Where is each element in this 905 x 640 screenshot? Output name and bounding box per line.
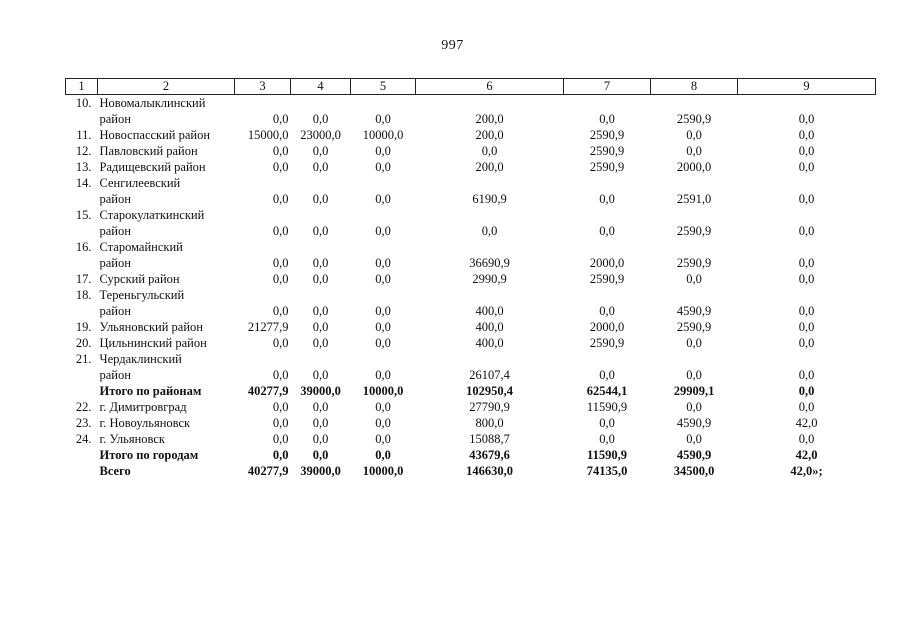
table-row bbox=[66, 463, 876, 479]
value-cell-col8 bbox=[651, 351, 738, 367]
district-name: г. Новоульяновск bbox=[99, 416, 191, 430]
value-cell-col5 bbox=[351, 175, 416, 191]
value-cell-col3: 0,0 bbox=[272, 432, 289, 446]
value-cell-col6: 0,0 bbox=[481, 144, 498, 158]
value-cell-col9: 0,0 bbox=[798, 272, 815, 286]
value-cell-col6: 400,0 bbox=[475, 320, 504, 334]
value-cell-col9 bbox=[738, 239, 876, 255]
row-number bbox=[66, 383, 98, 399]
table-row bbox=[66, 399, 876, 415]
value-cell-col8: 34500,0 bbox=[673, 464, 715, 478]
value-cell-col4: 0,0 bbox=[312, 432, 329, 446]
value-cell-col5: 0,0 bbox=[375, 224, 391, 238]
value-cell-col6: 400,0 bbox=[475, 336, 504, 350]
value-cell-col8: 0,0 bbox=[686, 144, 702, 158]
value-cell-col4: 0,0 bbox=[312, 448, 329, 462]
value-cell-col4 bbox=[291, 95, 351, 112]
value-cell-col6 bbox=[416, 351, 564, 367]
value-cell-col9: 0,0 bbox=[798, 368, 815, 382]
value-cell-col5: 0,0 bbox=[375, 368, 391, 382]
value-cell-col3: 21277,9 bbox=[247, 320, 289, 334]
value-cell-col4: 0,0 bbox=[312, 304, 329, 318]
value-cell-col8: 2590,9 bbox=[676, 224, 712, 238]
district-name: Новоспасский район bbox=[99, 128, 211, 142]
row-number: 23. bbox=[75, 416, 92, 430]
value-cell-col7: 2000,0 bbox=[589, 256, 625, 270]
value-cell-col9: 0,0 bbox=[798, 112, 815, 126]
value-cell-col9: 42,0 bbox=[795, 448, 818, 462]
district-name: Радищевский район bbox=[99, 160, 206, 174]
district-name: Новомалыклинский bbox=[99, 96, 206, 110]
value-cell-col4 bbox=[291, 287, 351, 303]
budget-table bbox=[65, 78, 876, 479]
value-cell-col8: 4590,9 bbox=[676, 448, 712, 462]
table-row bbox=[66, 255, 876, 271]
district-name: Итого по районам bbox=[99, 384, 202, 398]
value-cell-col5: 0,0 bbox=[375, 160, 391, 174]
value-cell-col7: 2590,9 bbox=[589, 336, 625, 350]
value-cell-col9 bbox=[738, 95, 876, 112]
value-cell-col9: 0,0 bbox=[798, 304, 815, 318]
value-cell-col7: 2590,9 bbox=[589, 160, 625, 174]
value-cell-col6: 400,0 bbox=[475, 304, 504, 318]
value-cell-col7: 2590,9 bbox=[589, 144, 625, 158]
value-cell-col7: 0,0 bbox=[599, 192, 615, 206]
value-cell-col6 bbox=[416, 175, 564, 191]
row-number: 16. bbox=[75, 240, 92, 254]
table-body bbox=[66, 95, 876, 480]
value-cell-col3: 0,0 bbox=[272, 416, 289, 430]
table-row bbox=[66, 159, 876, 175]
value-cell-col4: 0,0 bbox=[312, 400, 329, 414]
row-number bbox=[66, 367, 98, 383]
value-cell-col7: 11590,9 bbox=[586, 400, 628, 414]
value-cell-col7: 11590,9 bbox=[587, 448, 627, 462]
value-cell-col8: 29909,1 bbox=[673, 384, 715, 398]
value-cell-col8: 0,0 bbox=[686, 368, 702, 382]
table-row bbox=[66, 415, 876, 431]
value-cell-col6: 0,0 bbox=[481, 224, 498, 238]
column-header: 1 bbox=[66, 79, 98, 95]
district-name: Итого по городам bbox=[99, 448, 199, 462]
district-name: район bbox=[99, 368, 131, 382]
value-cell-col9: 0,0 bbox=[798, 400, 815, 414]
value-cell-col6: 26107,4 bbox=[469, 368, 510, 382]
value-cell-col9: 42,0»; bbox=[790, 464, 823, 478]
value-cell-col7 bbox=[564, 95, 651, 112]
value-cell-col6 bbox=[416, 207, 564, 223]
table-header-row bbox=[66, 79, 876, 95]
district-name: Всего bbox=[99, 464, 131, 478]
value-cell-col3 bbox=[235, 175, 291, 191]
value-cell-col4: 0,0 bbox=[312, 112, 329, 126]
value-cell-col8: 2590,9 bbox=[676, 320, 712, 334]
value-cell-col4: 0,0 bbox=[312, 192, 329, 206]
value-cell-col5: 0,0 bbox=[375, 400, 391, 414]
row-number bbox=[66, 255, 98, 271]
value-cell-col9: 0,0 bbox=[798, 160, 815, 174]
value-cell-col7: 2590,9 bbox=[589, 128, 625, 142]
row-number: 19. bbox=[75, 320, 92, 334]
row-number bbox=[66, 111, 98, 127]
table-row bbox=[66, 319, 876, 335]
value-cell-col5: 10000,0 bbox=[362, 464, 404, 478]
value-cell-col5: 10000,0 bbox=[362, 128, 404, 142]
value-cell-col6: 800,0 bbox=[475, 416, 504, 430]
district-name: Павловский район bbox=[99, 144, 198, 158]
value-cell-col8: 4590,9 bbox=[676, 416, 712, 430]
value-cell-col6: 200,0 bbox=[475, 112, 504, 126]
value-cell-col3: 0,0 bbox=[272, 192, 289, 206]
table-row bbox=[66, 271, 876, 287]
value-cell-col6 bbox=[416, 239, 564, 255]
page-number: 997 bbox=[441, 38, 464, 53]
table-row bbox=[66, 383, 876, 399]
value-cell-col7 bbox=[564, 175, 651, 191]
district-name: г. Ульяновск bbox=[99, 432, 165, 446]
table-row bbox=[66, 111, 876, 127]
row-number bbox=[66, 463, 98, 479]
value-cell-col9: 0,0 bbox=[798, 384, 815, 398]
table-row bbox=[66, 223, 876, 239]
value-cell-col8: 0,0 bbox=[686, 336, 702, 350]
value-cell-col7: 62544,1 bbox=[586, 384, 628, 398]
value-cell-col8 bbox=[651, 175, 738, 191]
table-row bbox=[66, 447, 876, 463]
value-cell-col8: 0,0 bbox=[686, 432, 702, 446]
value-cell-col9 bbox=[738, 207, 876, 223]
column-header: 6 bbox=[416, 79, 564, 95]
value-cell-col9 bbox=[738, 287, 876, 303]
value-cell-col7: 74135,0 bbox=[586, 464, 628, 478]
value-cell-col9: 42,0 bbox=[795, 416, 818, 430]
value-cell-col8: 2591,0 bbox=[676, 192, 712, 206]
value-cell-col7: 2000,0 bbox=[589, 320, 625, 334]
value-cell-col3 bbox=[235, 239, 291, 255]
value-cell-col4: 39000,0 bbox=[300, 384, 341, 398]
value-cell-col3: 0,0 bbox=[272, 256, 289, 270]
table-row bbox=[66, 303, 876, 319]
column-header: 8 bbox=[651, 79, 738, 95]
value-cell-col8 bbox=[651, 287, 738, 303]
district-name: район bbox=[99, 224, 131, 238]
value-cell-col5: 0,0 bbox=[375, 144, 391, 158]
value-cell-col5 bbox=[351, 287, 416, 303]
value-cell-col3: 40277,9 bbox=[247, 384, 289, 398]
row-number: 13. bbox=[75, 160, 92, 174]
value-cell-col8: 2590,9 bbox=[676, 112, 712, 126]
value-cell-col7 bbox=[564, 287, 651, 303]
row-number: 14. bbox=[75, 176, 92, 190]
row-number bbox=[66, 223, 98, 239]
value-cell-col4 bbox=[291, 175, 351, 191]
value-cell-col7: 0,0 bbox=[599, 432, 615, 446]
row-number: 11. bbox=[76, 128, 92, 142]
row-number: 21. bbox=[75, 352, 92, 366]
row-number: 12. bbox=[75, 144, 92, 158]
value-cell-col8: 0,0 bbox=[686, 272, 702, 286]
district-name: район bbox=[99, 256, 131, 270]
row-number: 15. bbox=[75, 208, 92, 222]
value-cell-col5: 0,0 bbox=[375, 336, 391, 350]
value-cell-col7 bbox=[564, 207, 651, 223]
value-cell-col8 bbox=[651, 207, 738, 223]
value-cell-col7: 2590,9 bbox=[589, 272, 625, 286]
value-cell-col9: 0,0 bbox=[798, 128, 815, 142]
table-row bbox=[66, 367, 876, 383]
district-name: Тереньгульский bbox=[99, 288, 185, 302]
district-name: Сурский район bbox=[99, 272, 180, 286]
table-row bbox=[66, 335, 876, 351]
value-cell-col4 bbox=[291, 239, 351, 255]
value-cell-col8: 4590,9 bbox=[676, 304, 712, 318]
value-cell-col5 bbox=[351, 239, 416, 255]
value-cell-col3: 15000,0 bbox=[247, 128, 289, 142]
value-cell-col5: 0,0 bbox=[375, 256, 391, 270]
column-header: 3 bbox=[235, 79, 291, 95]
value-cell-col3: 0,0 bbox=[272, 144, 289, 158]
value-cell-col4: 0,0 bbox=[312, 336, 329, 350]
column-header: 4 bbox=[291, 79, 351, 95]
table-row bbox=[66, 127, 876, 143]
value-cell-col9: 0,0 bbox=[798, 320, 815, 334]
value-cell-col9: 0,0 bbox=[798, 224, 815, 238]
value-cell-col5: 0,0 bbox=[375, 416, 391, 430]
column-header: 2 bbox=[98, 79, 235, 95]
table-row bbox=[66, 191, 876, 207]
row-number bbox=[66, 303, 98, 319]
table-row bbox=[66, 207, 876, 223]
district-name: Чердаклинский bbox=[99, 352, 182, 366]
row-number: 17. bbox=[75, 272, 92, 286]
value-cell-col3: 0,0 bbox=[272, 112, 289, 126]
value-cell-col7: 0,0 bbox=[599, 224, 615, 238]
row-number: 18. bbox=[75, 288, 92, 302]
value-cell-col3 bbox=[235, 351, 291, 367]
value-cell-col3: 0,0 bbox=[272, 400, 289, 414]
district-name: Сенгилеевский bbox=[99, 176, 181, 190]
value-cell-col4 bbox=[291, 207, 351, 223]
table-row bbox=[66, 175, 876, 191]
district-name: район bbox=[99, 112, 131, 126]
value-cell-col3: 0,0 bbox=[272, 336, 289, 350]
value-cell-col6: 43679,6 bbox=[469, 448, 510, 462]
value-cell-col3 bbox=[235, 95, 291, 112]
value-cell-col8: 2000,0 bbox=[676, 160, 712, 174]
row-number: 10. bbox=[75, 96, 92, 110]
value-cell-col7: 0,0 bbox=[599, 368, 615, 382]
value-cell-col6: 200,0 bbox=[475, 128, 504, 142]
column-header: 7 bbox=[564, 79, 651, 95]
value-cell-col5: 0,0 bbox=[375, 192, 391, 206]
value-cell-col3: 0,0 bbox=[272, 224, 289, 238]
table-row bbox=[66, 431, 876, 447]
value-cell-col3: 0,0 bbox=[272, 304, 289, 318]
value-cell-col5: 0,0 bbox=[375, 112, 391, 126]
district-name: Старокулаткинский bbox=[99, 208, 205, 222]
value-cell-col5 bbox=[351, 351, 416, 367]
column-header: 5 bbox=[351, 79, 416, 95]
value-cell-col9: 0,0 bbox=[798, 144, 815, 158]
value-cell-col9 bbox=[738, 175, 876, 191]
value-cell-col5 bbox=[351, 207, 416, 223]
value-cell-col9: 0,0 bbox=[798, 336, 815, 350]
value-cell-col5: 0,0 bbox=[375, 304, 391, 318]
value-cell-col4: 0,0 bbox=[312, 144, 329, 158]
value-cell-col6: 2990,9 bbox=[472, 272, 507, 286]
value-cell-col6: 6190,9 bbox=[472, 192, 507, 206]
value-cell-col5: 10000,0 bbox=[362, 384, 404, 398]
value-cell-col7: 0,0 bbox=[599, 304, 615, 318]
value-cell-col6: 146630,0 bbox=[466, 464, 513, 478]
value-cell-col4: 0,0 bbox=[312, 368, 329, 382]
value-cell-col5 bbox=[351, 95, 416, 112]
district-name: район bbox=[99, 192, 131, 206]
value-cell-col3 bbox=[235, 287, 291, 303]
value-cell-col8 bbox=[651, 239, 738, 255]
table-row bbox=[66, 95, 876, 112]
value-cell-col9 bbox=[738, 351, 876, 367]
value-cell-col3: 0,0 bbox=[272, 448, 289, 462]
value-cell-col9: 0,0 bbox=[798, 192, 815, 206]
value-cell-col7 bbox=[564, 239, 651, 255]
value-cell-col6: 36690,9 bbox=[469, 256, 510, 270]
table-row bbox=[66, 351, 876, 367]
value-cell-col3: 0,0 bbox=[272, 160, 289, 174]
value-cell-col3: 0,0 bbox=[272, 272, 289, 286]
value-cell-col4: 23000,0 bbox=[300, 128, 341, 142]
value-cell-col8: 0,0 bbox=[686, 400, 702, 414]
value-cell-col3: 0,0 bbox=[272, 368, 289, 382]
row-number bbox=[66, 191, 98, 207]
value-cell-col4: 0,0 bbox=[312, 256, 329, 270]
value-cell-col4: 0,0 bbox=[312, 320, 329, 334]
value-cell-col7: 0,0 bbox=[599, 112, 615, 126]
value-cell-col4 bbox=[291, 351, 351, 367]
district-name: Цильнинский район bbox=[99, 336, 207, 350]
value-cell-col3: 40277,9 bbox=[247, 464, 289, 478]
district-name: г. Димитровград bbox=[99, 400, 187, 414]
table-row bbox=[66, 143, 876, 159]
district-name: район bbox=[99, 304, 131, 318]
value-cell-col4: 0,0 bbox=[312, 160, 329, 174]
value-cell-col7: 0,0 bbox=[599, 416, 615, 430]
table-row bbox=[66, 287, 876, 303]
value-cell-col7 bbox=[564, 351, 651, 367]
district-name: Старомайнский bbox=[99, 240, 183, 254]
value-cell-col4: 0,0 bbox=[312, 416, 329, 430]
value-cell-col9: 0,0 bbox=[798, 256, 815, 270]
value-cell-col5: 0,0 bbox=[375, 432, 391, 446]
district-name: Ульяновский район bbox=[99, 320, 203, 334]
value-cell-col8: 0,0 bbox=[686, 128, 702, 142]
value-cell-col8 bbox=[651, 95, 738, 112]
value-cell-col5: 0,0 bbox=[375, 448, 391, 462]
row-number: 22. bbox=[75, 400, 92, 414]
row-number: 24. bbox=[75, 432, 92, 446]
value-cell-col4: 39000,0 bbox=[300, 464, 341, 478]
row-number bbox=[66, 447, 98, 463]
value-cell-col6: 27790,9 bbox=[469, 400, 510, 414]
value-cell-col6: 200,0 bbox=[475, 160, 504, 174]
value-cell-col6: 102950,4 bbox=[466, 384, 513, 398]
table-row bbox=[66, 239, 876, 255]
value-cell-col4: 0,0 bbox=[312, 272, 329, 286]
row-number: 20. bbox=[75, 336, 92, 350]
column-header: 9 bbox=[738, 79, 876, 95]
value-cell-col9: 0,0 bbox=[798, 432, 815, 446]
value-cell-col5: 0,0 bbox=[375, 320, 391, 334]
value-cell-col6 bbox=[416, 95, 564, 112]
value-cell-col8: 2590,9 bbox=[676, 256, 712, 270]
value-cell-col6: 15088,7 bbox=[469, 432, 510, 446]
value-cell-col3 bbox=[235, 207, 291, 223]
value-cell-col5: 0,0 bbox=[375, 272, 391, 286]
value-cell-col6 bbox=[416, 287, 564, 303]
value-cell-col4: 0,0 bbox=[312, 224, 329, 238]
